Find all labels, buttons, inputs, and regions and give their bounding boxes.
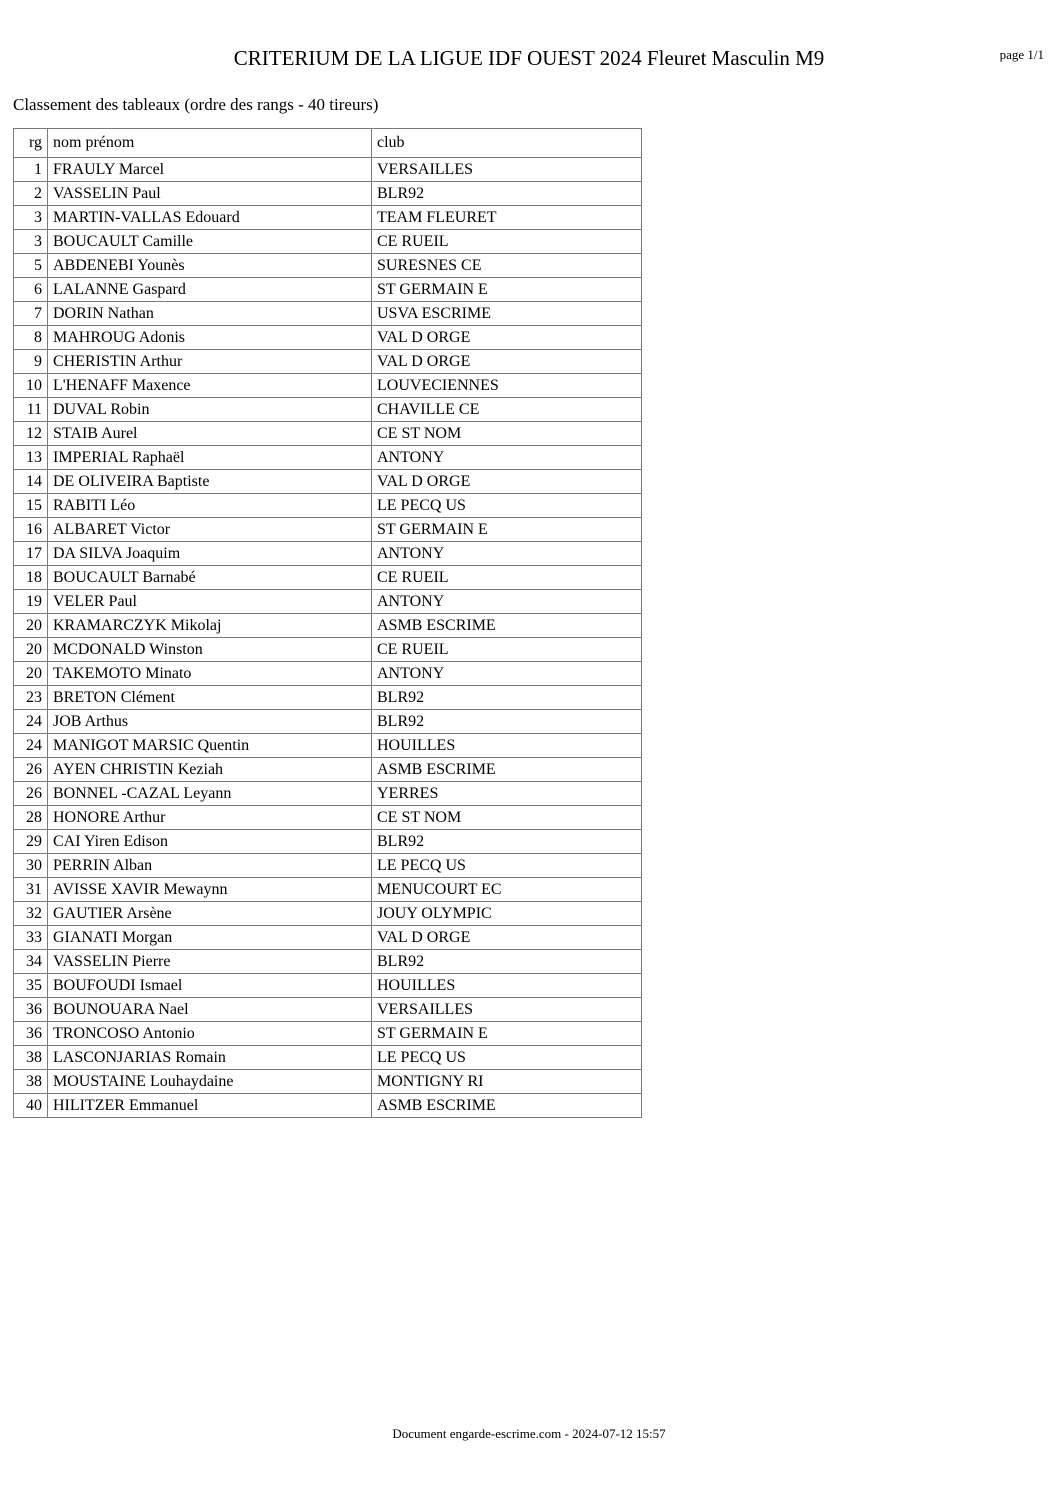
table-row bbox=[14, 902, 642, 926]
rank-cell: 29 bbox=[14, 830, 48, 854]
name-cell: VASSELIN Paul bbox=[48, 182, 372, 206]
table-row bbox=[14, 254, 642, 278]
table-header-row bbox=[14, 129, 642, 158]
name-cell: PERRIN Alban bbox=[48, 854, 372, 878]
table-row bbox=[14, 230, 642, 254]
rank-cell: 13 bbox=[14, 446, 48, 470]
club-cell: SURESNES CE bbox=[372, 254, 642, 278]
rank-cell: 11 bbox=[14, 398, 48, 422]
rank-cell: 1 bbox=[14, 158, 48, 182]
club-cell: JOUY OLYMPIC bbox=[372, 902, 642, 926]
table-row bbox=[14, 950, 642, 974]
rank-cell: 32 bbox=[14, 902, 48, 926]
rank-cell: 15 bbox=[14, 494, 48, 518]
name-cell: TRONCOSO Antonio bbox=[48, 1022, 372, 1046]
club-cell: ASMB ESCRIME bbox=[372, 1094, 642, 1118]
club-cell: USVA ESCRIME bbox=[372, 302, 642, 326]
rank-cell: 31 bbox=[14, 878, 48, 902]
club-cell: LOUVECIENNES bbox=[372, 374, 642, 398]
club-cell: VAL D ORGE bbox=[372, 926, 642, 950]
table-row bbox=[14, 566, 642, 590]
club-cell: CE ST NOM bbox=[372, 422, 642, 446]
club-cell: LE PECQ US bbox=[372, 1046, 642, 1070]
table-row bbox=[14, 734, 642, 758]
table-row bbox=[14, 710, 642, 734]
club-cell: TEAM FLEURET bbox=[372, 206, 642, 230]
rank-cell: 23 bbox=[14, 686, 48, 710]
club-cell: LE PECQ US bbox=[372, 854, 642, 878]
name-cell: TAKEMOTO Minato bbox=[48, 662, 372, 686]
table-row bbox=[14, 206, 642, 230]
name-cell: BOUNOUARA Nael bbox=[48, 998, 372, 1022]
club-cell: ST GERMAIN E bbox=[372, 1022, 642, 1046]
rank-cell: 20 bbox=[14, 638, 48, 662]
club-cell: CE RUEIL bbox=[372, 638, 642, 662]
table-row bbox=[14, 1022, 642, 1046]
table-row bbox=[14, 662, 642, 686]
table-row bbox=[14, 854, 642, 878]
table-row bbox=[14, 782, 642, 806]
ranking-subtitle: Classement des tableaux (ordre des rangs - 40 tireurs) bbox=[13, 95, 379, 114]
table-row bbox=[14, 518, 642, 542]
rank-cell: 28 bbox=[14, 806, 48, 830]
rank-cell: 20 bbox=[14, 614, 48, 638]
club-cell: CE RUEIL bbox=[372, 566, 642, 590]
table-row bbox=[14, 182, 642, 206]
column-header-name: nom prénom bbox=[48, 129, 372, 158]
club-cell: VERSAILLES bbox=[372, 158, 642, 182]
club-cell: ANTONY bbox=[372, 446, 642, 470]
rank-cell: 8 bbox=[14, 326, 48, 350]
name-cell: GIANATI Morgan bbox=[48, 926, 372, 950]
rank-cell: 16 bbox=[14, 518, 48, 542]
rank-cell: 36 bbox=[14, 1022, 48, 1046]
club-cell: BLR92 bbox=[372, 710, 642, 734]
rank-cell: 17 bbox=[14, 542, 48, 566]
club-cell: HOUILLES bbox=[372, 974, 642, 998]
name-cell: DUVAL Robin bbox=[48, 398, 372, 422]
rank-cell: 20 bbox=[14, 662, 48, 686]
table-row bbox=[14, 806, 642, 830]
rank-cell: 38 bbox=[14, 1070, 48, 1094]
club-cell: ASMB ESCRIME bbox=[372, 758, 642, 782]
name-cell: BOUFOUDI Ismael bbox=[48, 974, 372, 998]
table-row bbox=[14, 326, 642, 350]
rank-cell: 24 bbox=[14, 710, 48, 734]
name-cell: CAI Yiren Edison bbox=[48, 830, 372, 854]
rank-cell: 26 bbox=[14, 758, 48, 782]
ranking-table bbox=[13, 128, 642, 1118]
rank-cell: 14 bbox=[14, 470, 48, 494]
club-cell: BLR92 bbox=[372, 830, 642, 854]
table-row bbox=[14, 926, 642, 950]
club-cell: ST GERMAIN E bbox=[372, 518, 642, 542]
club-cell: BLR92 bbox=[372, 686, 642, 710]
table-row bbox=[14, 350, 642, 374]
rank-cell: 10 bbox=[14, 374, 48, 398]
document-footer: Document engarde-escrime.com - 2024-07-12 15:57 bbox=[392, 1426, 666, 1441]
table-row bbox=[14, 470, 642, 494]
club-cell: CE ST NOM bbox=[372, 806, 642, 830]
name-cell: DORIN Nathan bbox=[48, 302, 372, 326]
rank-cell: 7 bbox=[14, 302, 48, 326]
club-cell: VAL D ORGE bbox=[372, 470, 642, 494]
table-row bbox=[14, 686, 642, 710]
rank-cell: 33 bbox=[14, 926, 48, 950]
name-cell: ABDENEBI Younès bbox=[48, 254, 372, 278]
table-row bbox=[14, 878, 642, 902]
club-cell: VERSAILLES bbox=[372, 998, 642, 1022]
name-cell: MCDONALD Winston bbox=[48, 638, 372, 662]
name-cell: MAHROUG Adonis bbox=[48, 326, 372, 350]
table-row bbox=[14, 374, 642, 398]
table-row bbox=[14, 398, 642, 422]
name-cell: CHERISTIN Arthur bbox=[48, 350, 372, 374]
name-cell: JOB Arthus bbox=[48, 710, 372, 734]
name-cell: MANIGOT MARSIC Quentin bbox=[48, 734, 372, 758]
name-cell: DE OLIVEIRA Baptiste bbox=[48, 470, 372, 494]
rank-cell: 3 bbox=[14, 206, 48, 230]
name-cell: MARTIN-VALLAS Edouard bbox=[48, 206, 372, 230]
table-row bbox=[14, 302, 642, 326]
table-row bbox=[14, 974, 642, 998]
name-cell: BONNEL -CAZAL Leyann bbox=[48, 782, 372, 806]
table-row bbox=[14, 830, 642, 854]
club-cell: ANTONY bbox=[372, 662, 642, 686]
rank-cell: 6 bbox=[14, 278, 48, 302]
table-row bbox=[14, 998, 642, 1022]
table-row bbox=[14, 278, 642, 302]
club-cell: BLR92 bbox=[372, 950, 642, 974]
table-row bbox=[14, 1094, 642, 1118]
rank-cell: 5 bbox=[14, 254, 48, 278]
table-row bbox=[14, 614, 642, 638]
table-row bbox=[14, 158, 642, 182]
name-cell: GAUTIER Arsène bbox=[48, 902, 372, 926]
table-row bbox=[14, 422, 642, 446]
club-cell: MENUCOURT EC bbox=[372, 878, 642, 902]
rank-cell: 18 bbox=[14, 566, 48, 590]
club-cell: ANTONY bbox=[372, 590, 642, 614]
name-cell: KRAMARCZYK Mikolaj bbox=[48, 614, 372, 638]
club-cell: VAL D ORGE bbox=[372, 326, 642, 350]
rank-cell: 19 bbox=[14, 590, 48, 614]
column-header-club: club bbox=[372, 129, 642, 158]
page-number: page 1/1 bbox=[999, 47, 1044, 62]
name-cell: VELER Paul bbox=[48, 590, 372, 614]
name-cell: BOUCAULT Barnabé bbox=[48, 566, 372, 590]
name-cell: AYEN CHRISTIN Keziah bbox=[48, 758, 372, 782]
rank-cell: 30 bbox=[14, 854, 48, 878]
club-cell: ASMB ESCRIME bbox=[372, 614, 642, 638]
rank-cell: 38 bbox=[14, 1046, 48, 1070]
rank-cell: 24 bbox=[14, 734, 48, 758]
table-row bbox=[14, 1070, 642, 1094]
name-cell: L'HENAFF Maxence bbox=[48, 374, 372, 398]
name-cell: STAIB Aurel bbox=[48, 422, 372, 446]
name-cell: ALBARET Victor bbox=[48, 518, 372, 542]
table-row bbox=[14, 542, 642, 566]
table-row bbox=[14, 446, 642, 470]
club-cell: ANTONY bbox=[372, 542, 642, 566]
ranking-table-body bbox=[14, 158, 642, 1118]
club-cell: LE PECQ US bbox=[372, 494, 642, 518]
club-cell: CE RUEIL bbox=[372, 230, 642, 254]
club-cell: BLR92 bbox=[372, 182, 642, 206]
name-cell: HONORE Arthur bbox=[48, 806, 372, 830]
club-cell: MONTIGNY RI bbox=[372, 1070, 642, 1094]
table-row bbox=[14, 758, 642, 782]
rank-cell: 2 bbox=[14, 182, 48, 206]
rank-cell: 40 bbox=[14, 1094, 48, 1118]
column-header-rank: rg bbox=[14, 129, 48, 158]
table-row bbox=[14, 590, 642, 614]
name-cell: BOUCAULT Camille bbox=[48, 230, 372, 254]
table-row bbox=[14, 1046, 642, 1070]
table-row bbox=[14, 494, 642, 518]
rank-cell: 34 bbox=[14, 950, 48, 974]
name-cell: DA SILVA Joaquim bbox=[48, 542, 372, 566]
name-cell: LALANNE Gaspard bbox=[48, 278, 372, 302]
name-cell: VASSELIN Pierre bbox=[48, 950, 372, 974]
name-cell: HILITZER Emmanuel bbox=[48, 1094, 372, 1118]
rank-cell: 12 bbox=[14, 422, 48, 446]
name-cell: LASCONJARIAS Romain bbox=[48, 1046, 372, 1070]
name-cell: BRETON Clément bbox=[48, 686, 372, 710]
rank-cell: 9 bbox=[14, 350, 48, 374]
rank-cell: 26 bbox=[14, 782, 48, 806]
rank-cell: 36 bbox=[14, 998, 48, 1022]
club-cell: HOUILLES bbox=[372, 734, 642, 758]
name-cell: IMPERIAL Raphaël bbox=[48, 446, 372, 470]
rank-cell: 3 bbox=[14, 230, 48, 254]
club-cell: CHAVILLE CE bbox=[372, 398, 642, 422]
club-cell: VAL D ORGE bbox=[372, 350, 642, 374]
rank-cell: 35 bbox=[14, 974, 48, 998]
name-cell: AVISSE XAVIR Mewaynn bbox=[48, 878, 372, 902]
name-cell: RABITI Léo bbox=[48, 494, 372, 518]
table-row bbox=[14, 638, 642, 662]
club-cell: ST GERMAIN E bbox=[372, 278, 642, 302]
document-title: CRITERIUM DE LA LIGUE IDF OUEST 2024 Fleuret Masculin M9 bbox=[233, 46, 825, 70]
name-cell: MOUSTAINE Louhaydaine bbox=[48, 1070, 372, 1094]
club-cell: YERRES bbox=[372, 782, 642, 806]
name-cell: FRAULY Marcel bbox=[48, 158, 372, 182]
